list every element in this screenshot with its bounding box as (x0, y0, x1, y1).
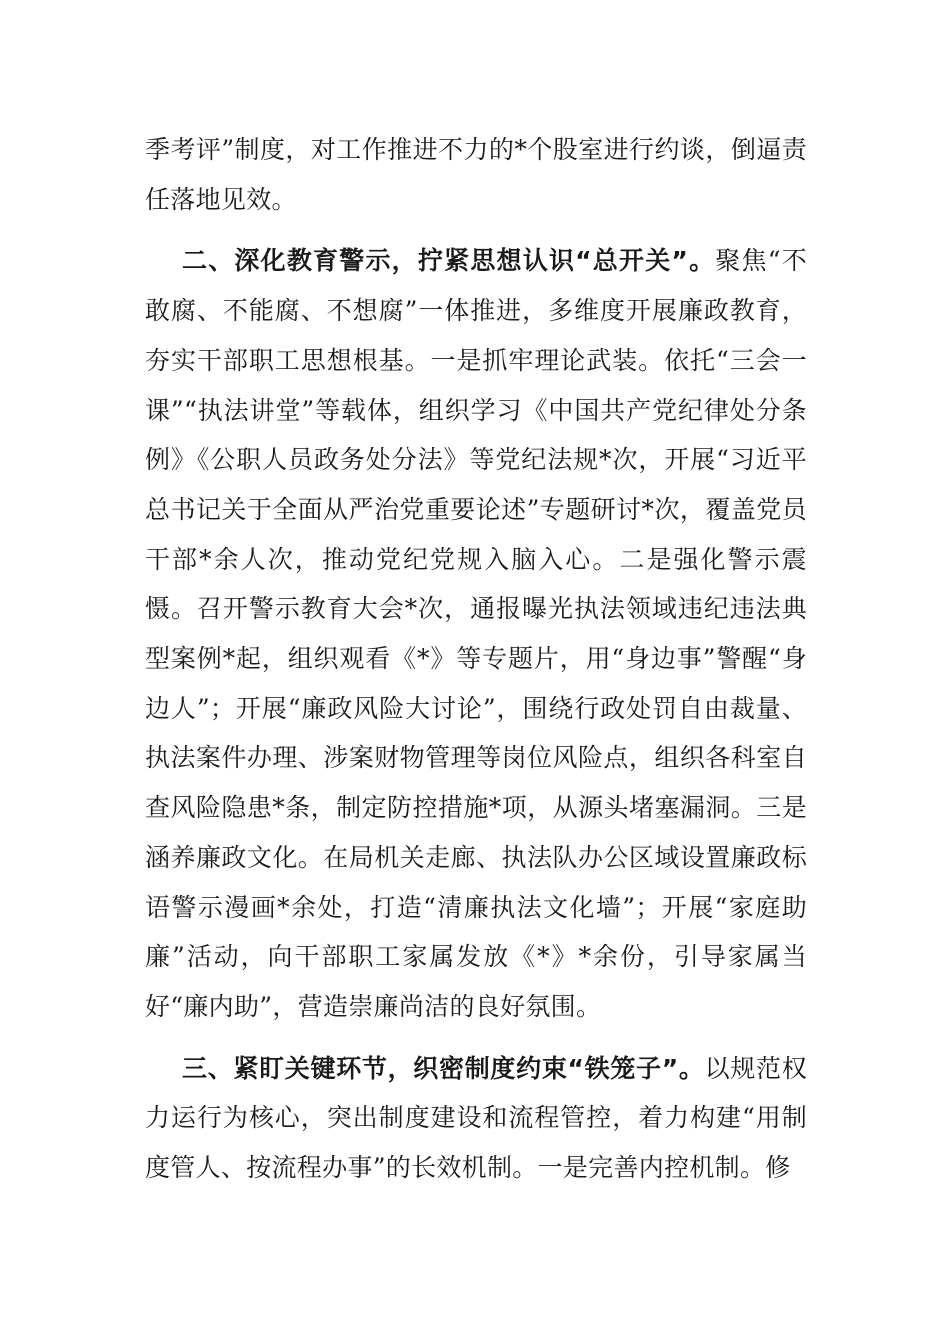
paragraph-continuation (145, 125, 807, 224)
paragraph-body: 季考评”制度，对工作推进不力的*个股室进行约谈，倒逼责任落地见效。 (145, 135, 807, 214)
section-heading: 二、深化教育警示，拧紧思想认识“总开关”。 (182, 246, 716, 276)
document-body (145, 125, 807, 1193)
paragraph-section-two (145, 236, 807, 1031)
paragraph-section-three (145, 1044, 807, 1193)
section-heading: 三、紧盯关键环节，织密制度约束“铁笼子”。 (182, 1053, 705, 1083)
paragraph-body: 以规范权力运行为核心，突出制度建设和流程管控，着力构建“用制度管人、按流程办事”的长效机制。一是完善内控机制。修 (145, 1053, 807, 1183)
paragraph-body: 聚焦“不敢腐、不能腐、不想腐”一体推进，多维度开展廉政教育，夯实干部职工思想根基。一是抓牢理论武装。依托“三会一课”“执法讲堂”等载体，组织学习《中国共产党纪律处分条例》《公职人员政务处分法》等党纪法规*次，开展“习近平总书记关于全面从严治党重要论述”专题研讨*次，覆盖党员干部*余人次，推动党纪党规入脑入心。二是强化警示震慑。召开警示教育大会*次，通报曝光执法领域违纪违法典型案例*起，组织观看《*》等专题片，用“身边事”警醒“身边人”；开展“廉政风险大讨论”，围绕行政处罚自由裁量、执法案件办理、涉案财物管理等岗位风险点，组织各科室自查风险隐患*条，制定防控措施*项，从源头堵塞漏洞。三是涵养廉政文化。在局机关走廊、执法队办公区域设置廉政标语警示漫画*余处，打造“清廉执法文化墙”；开展“家庭助廉”活动，向干部职工家属发放《*》*余份，引导家属当好“廉内助”，营造崇廉尚洁的良好氛围。 (145, 246, 807, 1021)
